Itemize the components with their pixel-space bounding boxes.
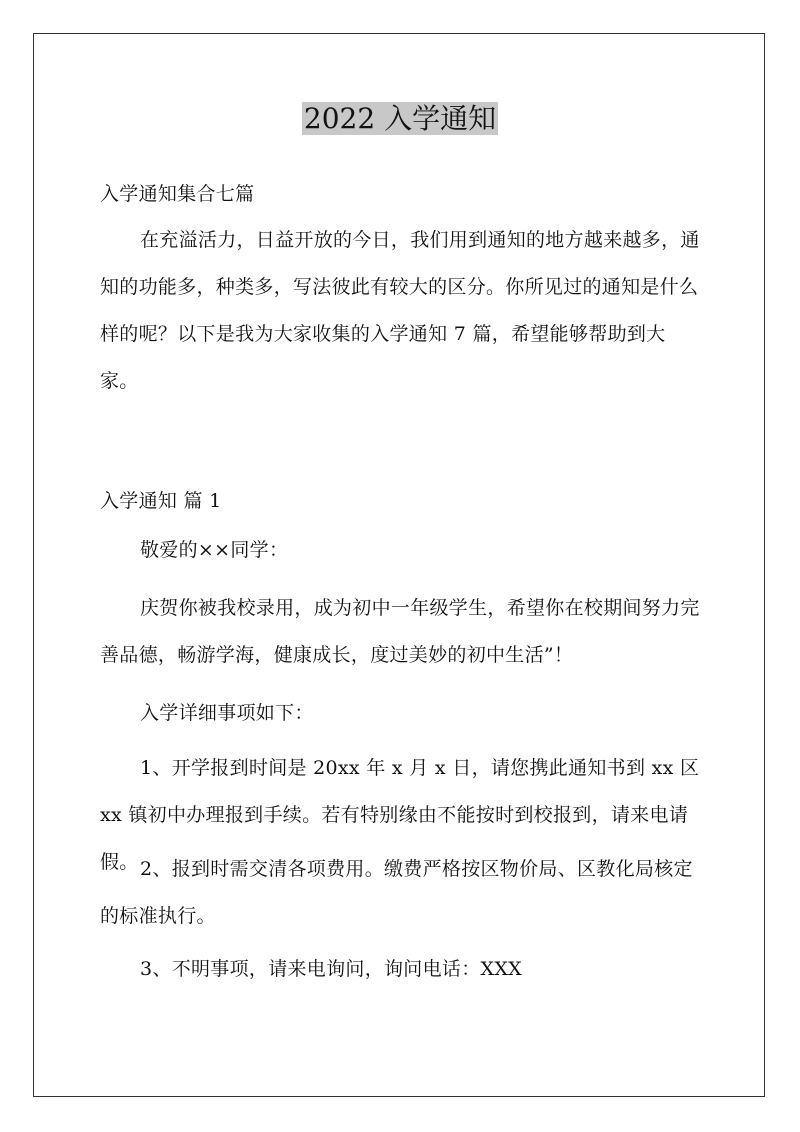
subtitle: 入学通知集合七篇	[100, 183, 255, 205]
congrats-paragraph: 庆贺你被我校录用，成为初中一年级学生，希望你在校期间努力完善品德，畅游学海，健康成长，度过美妙的初中生活”！	[100, 597, 700, 666]
document-title: 2022 入学通知	[303, 102, 497, 135]
salutation: 敬爱的××同学：	[140, 539, 289, 561]
item-1: 1、开学报到时间是 20xx 年 x 月 x 日，请您携此通知书到 xx 区 xx 镇初中办理报到手续。若有特别缘由不能按时到校报到，请来电请假。	[100, 757, 700, 873]
section-heading: 入学通知 篇 1	[100, 490, 222, 512]
intro-paragraph: 在充溢活力，日益开放的今日，我们用到通知的地方越来越多，通知的功能多，种类多，写法彼此有较大的区分。你所见过的通知是什么样的呢？以下是我为大家收集的入学通知 7 篇，希望能够帮助到大家。	[100, 229, 700, 392]
item-3: 3、不明事项，请来电询问，询问电话：XXX	[140, 958, 522, 980]
item-2: 2、报到时需交清各项费用。缴费严格按区物价局、区教化局核定的标准执行。	[100, 858, 693, 927]
items-intro: 入学详细事项如下：	[140, 702, 314, 724]
